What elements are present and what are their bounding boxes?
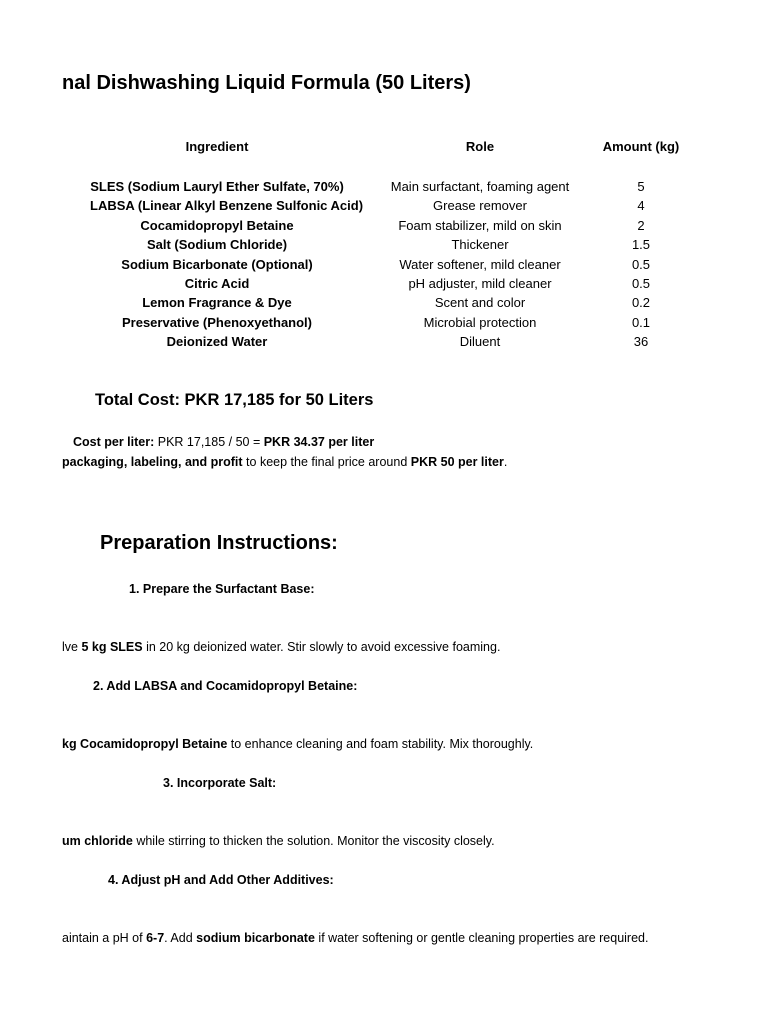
column-header-ingredient: Ingredient xyxy=(185,139,249,154)
step-text-suffix: to enhance cleaning and foam stability. Mix thoroughly. xyxy=(227,737,534,751)
step-text-prefix: lve xyxy=(62,640,82,654)
cell-amount: 4 xyxy=(637,198,645,213)
total-cost-heading: Total Cost: PKR 17,185 for 50 Liters xyxy=(95,391,374,409)
pricing-note-bold: packaging, labeling, and profit xyxy=(62,455,243,469)
pricing-note-line xyxy=(62,455,507,469)
document-title: nal Dishwashing Liquid Formula (50 Liters) xyxy=(62,72,471,94)
cell-role: Water softener, mild cleaner xyxy=(399,257,561,272)
cell-ingredient: Deionized Water xyxy=(166,334,268,349)
column-header-amount: Amount (kg) xyxy=(602,139,680,154)
step-text-mid: . Add xyxy=(164,931,197,945)
table-row xyxy=(0,334,768,353)
step-title: 4. Adjust pH and Add Other Additives: xyxy=(108,873,334,887)
cell-role: Foam stabilizer, mild on skin xyxy=(398,218,562,233)
preparation-heading: Preparation Instructions: xyxy=(100,532,338,554)
step-title: 2. Add LABSA and Cocamidopropyl Betaine: xyxy=(93,679,358,693)
step-text-suffix: in 20 kg deionized water. Stir slowly to avoid excessive foaming. xyxy=(142,640,501,654)
step-title: 3. Incorporate Salt: xyxy=(163,776,277,790)
table-row xyxy=(0,237,768,256)
step-text-suffix: while stirring to thicken the solution. Monitor the viscosity closely. xyxy=(132,834,495,848)
cell-ingredient: Sodium Bicarbonate (Optional) xyxy=(121,257,313,272)
pricing-note-mid: to keep the final price around xyxy=(242,455,411,469)
cell-ingredient: SLES (Sodium Lauryl Ether Sulfate, 70%) xyxy=(90,179,344,194)
cell-amount: 2 xyxy=(637,218,645,233)
cell-amount: 0.5 xyxy=(631,257,651,272)
cost-per-liter-label: Cost per liter: xyxy=(73,435,155,449)
table-row xyxy=(0,179,768,198)
cell-ingredient: Salt (Sodium Chloride) xyxy=(146,237,288,252)
table-row xyxy=(0,218,768,237)
step-text-bold: um chloride xyxy=(62,834,133,848)
cell-amount: 0.5 xyxy=(631,276,651,291)
step-text-bold: kg Cocamidopropyl Betaine xyxy=(62,737,228,751)
cell-role: Scent and color xyxy=(434,295,526,310)
cell-amount: 36 xyxy=(633,334,649,349)
step-text xyxy=(62,737,533,751)
step-text xyxy=(62,834,495,848)
table-row xyxy=(0,257,768,276)
cell-amount: 1.5 xyxy=(631,237,651,252)
cost-per-liter-value: PKR 34.37 per liter xyxy=(263,435,375,449)
cell-role: pH adjuster, mild cleaner xyxy=(408,276,552,291)
pricing-note-end: . xyxy=(503,455,508,469)
step-text xyxy=(62,931,648,945)
cost-per-liter-calc: PKR 17,185 / 50 = xyxy=(154,435,264,449)
cell-role: Diluent xyxy=(459,334,501,349)
table-row xyxy=(0,315,768,334)
table-row xyxy=(0,276,768,295)
table-row xyxy=(0,198,768,217)
cost-per-liter-line xyxy=(73,435,374,449)
cell-ingredient: LABSA (Linear Alkyl Benzene Sulfonic Acid) xyxy=(90,198,364,213)
cell-role: Grease remover xyxy=(433,198,527,213)
table-row xyxy=(0,295,768,314)
step-text-prefix: aintain a pH of xyxy=(62,931,147,945)
cell-ingredient: Lemon Fragrance & Dye xyxy=(142,295,292,310)
step-text-bold: 5 kg SLES xyxy=(81,640,143,654)
cell-ingredient: Cocamidopropyl Betaine xyxy=(140,218,294,233)
cell-role: Microbial protection xyxy=(423,315,537,330)
step-title: 1. Prepare the Surfactant Base: xyxy=(129,582,315,596)
step-text-bold-2: sodium bicarbonate xyxy=(196,931,315,945)
cell-amount: 0.2 xyxy=(631,295,651,310)
pricing-note-price: PKR 50 per liter xyxy=(410,455,504,469)
column-header-role: Role xyxy=(465,139,495,154)
step-text-bold: 6-7 xyxy=(146,931,165,945)
cell-amount: 5 xyxy=(637,179,645,194)
cell-ingredient: Preservative (Phenoxyethanol) xyxy=(121,315,313,330)
cell-role: Thickener xyxy=(451,237,509,252)
step-text-suffix: if water softening or gentle cleaning properties are required. xyxy=(314,931,649,945)
cell-ingredient: Citric Acid xyxy=(184,276,250,291)
cell-amount: 0.1 xyxy=(631,315,651,330)
step-text xyxy=(62,640,500,654)
cell-role: Main surfactant, foaming agent xyxy=(390,179,570,194)
